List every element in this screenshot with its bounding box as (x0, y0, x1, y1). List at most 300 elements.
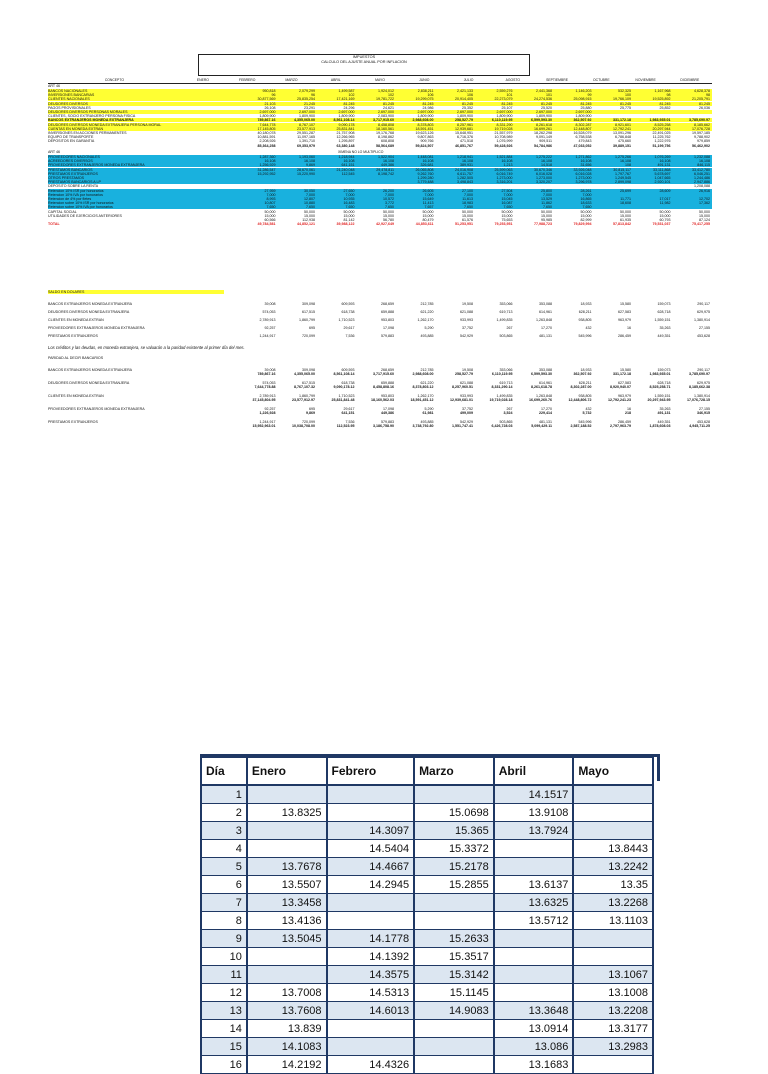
cell-value: 1,287,360 (259, 155, 276, 159)
cell-value: 10,708,989 (494, 135, 513, 140)
cell-value: 85,364,258 (257, 143, 276, 148)
cell-value: 7,650 (385, 205, 394, 210)
cell-value: 503,865 (499, 420, 513, 424)
cell-value: 290,117 (697, 368, 710, 372)
rate-cell: 13.5507 (247, 876, 327, 894)
sheet-row-total (48, 385, 712, 389)
cell-value: 16,108 (304, 159, 315, 164)
cell-value: 7,650 (306, 205, 315, 210)
cell-value: 1,499,587 (338, 89, 355, 93)
rate-cell (327, 804, 415, 822)
cell-value: 11,225,762 (652, 135, 671, 140)
cell-value: 17,270 (541, 407, 552, 411)
row-label (48, 385, 238, 389)
cell-value: 7,536 (345, 334, 355, 338)
cell-value: 8,458,808 (378, 122, 394, 127)
cell-value: 621,088 (460, 381, 473, 385)
rates-row (201, 1002, 653, 1020)
cell-value: 11,862 (541, 201, 552, 206)
cell-total: 10,038,708.00 (292, 424, 315, 429)
cell-total: 12,792,241.23 (608, 398, 631, 403)
cell-value: 26,065,808 (415, 167, 434, 172)
cell-value: 7,650 (543, 205, 552, 210)
rates-row (201, 822, 653, 840)
cell-value: 3,785,690.97 (689, 118, 710, 123)
cell-value: 7,536 (345, 420, 355, 424)
row-label: Retencion sobre 10% IVA por honorarios (48, 205, 113, 210)
cell-total: 8,458,808.16 (373, 385, 394, 390)
cell-value: 47,033,052 (573, 143, 592, 148)
cell-value: 25,775 (620, 105, 631, 110)
rate-cell: 15.2178 (414, 858, 494, 876)
rates-body (201, 785, 653, 1074)
rate-cell (247, 966, 327, 984)
cell-value: 16,108 (541, 159, 552, 164)
cell-total: 1,226,928 (259, 411, 276, 416)
cell-value: 16,108 (699, 159, 710, 164)
cell-total: 61,981 (422, 411, 434, 416)
cell-value: 453,628 (697, 420, 710, 424)
rates-header-row (201, 757, 653, 785)
cell-value: 1,809,900 (259, 114, 276, 119)
cell-total: 37,145,804.95 (252, 398, 276, 403)
cell-value: 909,766 (420, 139, 434, 144)
cell-value: 7,650 (464, 205, 473, 210)
cell-value: 1,522,904 (378, 155, 394, 159)
cell-value: 12,807 (304, 197, 315, 201)
row-label: PRESTAMOS EXTRANJEROS (48, 334, 98, 338)
row-label: CUENTAS EN MONEDA EXTRAN (48, 126, 104, 131)
cell-value: 50,000 (620, 209, 631, 214)
cell-value: 6,716,376 (457, 135, 473, 140)
rate-cell: 14.4667 (327, 858, 415, 876)
sheet-row (48, 318, 712, 322)
sheet-row (48, 334, 712, 338)
cell-value: 44,852,121 (297, 222, 315, 227)
cell-value: 1,809,900 (536, 114, 552, 119)
cell-value: 629,975 (697, 310, 710, 314)
cell-value: 608,808 (381, 139, 394, 144)
cell-total: 8,767,107.32 (294, 385, 315, 390)
cell-value: 8,261,618 (536, 122, 552, 127)
cell-value: 19,719,028 (494, 126, 513, 131)
cell-value: 25,835,254 (297, 97, 315, 102)
cell-value: 11,771 (620, 197, 631, 201)
rate-cell: 13.2268 (573, 894, 653, 912)
cell-total: 17,076,728.15 (687, 398, 710, 403)
cell-value: 56,462,902 (692, 143, 710, 148)
cell-value: 21,245 (304, 101, 315, 106)
rate-cell: 14.1392 (327, 948, 415, 966)
cell-value: 16,108 (383, 159, 394, 164)
cell-value: 432 (585, 326, 592, 330)
cell-total: 3,785,690.97 (689, 372, 710, 377)
cell-value: 11,982 (659, 201, 671, 206)
cell-value: 1,521,884 (496, 155, 513, 159)
cell-value: 46,851,767 (455, 143, 473, 148)
rate-cell (414, 912, 494, 930)
cell-value: 81,245 (422, 101, 434, 106)
cell-value: 2,789,913 (259, 318, 276, 322)
rate-cell: 13.5045 (247, 930, 327, 948)
cell-value: 1,860,799 (299, 318, 315, 322)
rate-cell: 15.3142 (414, 966, 494, 984)
rate-cell: 13.1683 (494, 1056, 574, 1074)
cell-value: 15,648,951 (455, 131, 473, 135)
day-cell: 7 (201, 894, 247, 912)
cell-value: 3,320,207 (536, 180, 552, 185)
cell-value: 15,000 (541, 213, 552, 218)
cell-value: 268,659 (381, 368, 394, 372)
cell-value: 7,000 (543, 192, 552, 197)
cell-value: 9,090,178 (338, 122, 355, 127)
rate-cell: 13.1103 (573, 912, 653, 930)
cell-value: 481,131 (539, 420, 552, 424)
cell-total: 5,732 (582, 411, 592, 416)
cell-value: 2,697,000 (259, 110, 276, 114)
cell-total: 8,525,258.71 (649, 385, 671, 390)
cell-value: 1,244,917 (259, 420, 276, 424)
cell-total: 15,952,963.01 (252, 424, 276, 429)
rate-cell: 13.35 (573, 876, 653, 894)
cell-value: 5,290 (424, 326, 434, 330)
day-cell: 1 (201, 785, 247, 804)
cell-value: 31,656 (580, 163, 592, 168)
cell-value: 6,046,251 (694, 171, 710, 176)
cell-value: 25,599,063 (494, 167, 513, 172)
cell-value: 30,877,569 (257, 97, 276, 102)
cell-value: 609,593 (341, 368, 355, 372)
cell-value: 1,273,000 (536, 176, 552, 180)
cell-value: 92,257 (264, 407, 276, 411)
cell-value: 8,993 (266, 197, 276, 201)
cell-value: 18,983 (462, 201, 473, 206)
row-label: PRESTAMOS EXTRANJEROS (48, 420, 98, 424)
cell-value: 16,865 (580, 197, 592, 201)
row-label: Retencion de 4% por fletes (48, 197, 92, 201)
cell-total: 449,386 (381, 411, 394, 416)
cell-value: 1,273,000 (496, 176, 513, 180)
cell-value: 16,699,261 (534, 126, 552, 131)
cell-value: 81,245 (659, 101, 671, 106)
row-label: BANCOS EXTRANJEROS MONEDA EXTRANJERA (48, 118, 134, 123)
rates-row (201, 984, 653, 1002)
cell-value: 789,867.16 (257, 118, 276, 123)
rate-cell: 13.3177 (573, 1020, 653, 1038)
cell-value: 29,617 (343, 407, 355, 411)
cell-value: 7,650 (582, 205, 592, 210)
cell-value: 5,678,697 (654, 171, 671, 176)
cell-value: 720,099 (302, 334, 315, 338)
cell-value: 81,245 (541, 101, 552, 106)
cell-value: 2,079,299 (299, 89, 315, 93)
rate-cell: 14.6013 (327, 1002, 415, 1020)
cell-total: 2,587,188.52 (570, 424, 592, 429)
cell-value: 18,591,451 (415, 126, 434, 131)
cell-value: 20,914,405 (455, 97, 473, 102)
cell-value: 545,996 (578, 420, 592, 424)
cell-value: 963,979 (618, 318, 631, 322)
cell-value: 25,852 (659, 105, 671, 110)
cell-value: 60,793 (659, 218, 671, 222)
cell-value: 362,507.92 (573, 118, 592, 123)
cell-value: 1,256,929 (259, 163, 276, 168)
column-header: JUNIO (419, 78, 430, 82)
sheet-row-total (48, 398, 712, 402)
cell-value: 42,927,649 (376, 222, 394, 227)
rate-cell: 14.1083 (247, 1038, 327, 1056)
cell-value: 953,803 (381, 318, 394, 322)
cell-value: 16,108 (501, 159, 513, 164)
cell-value: 18,160,561 (376, 126, 394, 131)
cell-value: 101 (506, 93, 513, 98)
cell-value: 16,108 (580, 159, 592, 164)
cell-value: 50,000 (462, 209, 473, 214)
cell-value: 18,633 (580, 201, 592, 206)
cell-value: 6,016,028 (536, 171, 552, 176)
cell-value: 22,273,079 (494, 97, 513, 102)
cell-value: 33,111,868 (653, 167, 671, 172)
rate-cell: 14.2192 (247, 1056, 327, 1074)
cell-value: 31,286,547 (257, 167, 276, 172)
cell-value: 6,599,593.30 (531, 118, 552, 123)
rates-row (201, 785, 653, 804)
cell-value: 10,572 (383, 197, 394, 201)
rate-cell: 13.4136 (247, 912, 327, 930)
rate-cell (573, 1056, 653, 1074)
cell-value: 63,380,148 (336, 143, 355, 148)
day-cell: 14 (201, 1020, 247, 1038)
cell-value: 50,000 (383, 209, 394, 214)
cell-value: 15,000 (659, 213, 671, 218)
cell-value: 15,000 (462, 213, 473, 218)
cell-value: 27,504 (501, 188, 513, 193)
cell-value: 1,809,900 (457, 114, 473, 119)
rate-cell (414, 1038, 494, 1056)
cell-value: 19,176,768 (376, 131, 394, 135)
rates-row (201, 858, 653, 876)
cell-value: 1,282,505 (457, 176, 473, 180)
cell-value: 1,263,848 (536, 318, 552, 322)
cell-value: 2,988,608.00 (412, 118, 434, 123)
cell-value: 27,155 (699, 407, 710, 411)
cell-value: 1,047,665 (654, 176, 671, 180)
cell-value: 49,784,581 (257, 222, 276, 227)
cell-value: 695 (309, 326, 315, 330)
cell-value: 9,091,149 (536, 135, 552, 140)
cell-value: 7,644,778 (259, 122, 276, 127)
rate-cell: 13.9108 (494, 804, 574, 822)
sheet-row (48, 310, 712, 314)
cell-value: 15,292,952 (257, 171, 276, 176)
cell-value: 28,261 (580, 188, 592, 193)
cell-value: 39,008 (264, 302, 276, 306)
cell-value: 1,218,941 (457, 155, 473, 159)
cell-value: 25,800 (541, 188, 552, 193)
cell-value: 15,000 (501, 213, 513, 218)
sheet-row-total (48, 411, 712, 415)
cell-value: 15,000 (422, 213, 434, 218)
row-label: PROVEEDORES EXTRANJEROS MONEDA EXTRANJERA (48, 407, 145, 411)
rate-cell (573, 930, 653, 948)
cell-value: 106 (427, 93, 434, 98)
row-label: CLIENTES NACIONALES (48, 97, 90, 102)
cell-value: 1,499,835 (496, 394, 513, 398)
rate-cell: 13.839 (247, 1020, 327, 1038)
cell-total: 18,591,451.12 (410, 398, 434, 403)
cell-value: 331,172.18 (613, 118, 631, 123)
cell-value: 7,000 (306, 192, 315, 197)
cell-total: 112,523.95 (336, 424, 355, 429)
cell-value: 3,296,978 (575, 180, 592, 185)
cell-value: 909,511 (539, 139, 552, 144)
cell-value: 2,697,000 (536, 110, 552, 114)
cell-value: 659,888 (381, 310, 394, 314)
cell-value: 100 (625, 93, 631, 98)
cell-value: 12,702 (699, 197, 710, 201)
cell-value: 8,525,258 (654, 122, 671, 127)
cell-value: 619,713 (499, 381, 513, 385)
sheet-title-box (198, 54, 530, 76)
sheet-row (48, 326, 712, 330)
cell-value: 6,110,119.95 (491, 118, 513, 123)
cell-value: 8,378,803 (417, 122, 434, 127)
cell-value: 1,244,917 (259, 334, 276, 338)
row-label: DEUDORES DIVERSOS (48, 101, 88, 106)
cell-value: 16 (627, 407, 631, 411)
cell-value: 933,993 (460, 394, 473, 398)
cell-value: 39,889,151 (613, 143, 631, 148)
cell-value: 8,331,290 (496, 122, 513, 127)
cell-value: 26,916 (699, 188, 710, 193)
cell-value: 11,413 (422, 201, 434, 206)
cell-value: 15,000 (343, 213, 355, 218)
cell-value: 15,000 (699, 213, 710, 218)
rate-cell: 13.6325 (494, 894, 574, 912)
rate-cell (247, 840, 327, 858)
cell-value: 1,271,862 (575, 155, 592, 159)
cell-value: 33,926,048 (573, 167, 592, 172)
cell-value: 6,611,757 (457, 171, 473, 176)
cell-value: 2,208,926 (259, 139, 276, 144)
paridad-label: PARIDAD AL DECIR BANCARIOS (48, 356, 104, 360)
cell-value: 267 (506, 407, 513, 411)
rates-row (201, 876, 653, 894)
column-header: JULIO (463, 78, 474, 82)
rate-cell (573, 822, 653, 840)
row-label: OTROS PRESTAMOS (48, 176, 85, 180)
cell-value: 2,697,000 (575, 110, 592, 114)
row-label: DEUDORES DIVERSOS PERSONAS MORALES (48, 110, 128, 114)
cell-value: 35,263 (659, 407, 671, 411)
cell-value: 8,302,287 (575, 122, 592, 127)
cell-value: 659,888 (381, 381, 394, 385)
cell-value: 618,738 (341, 310, 355, 314)
cell-value: 979,859 (697, 139, 710, 144)
day-cell: 4 (201, 840, 247, 858)
rate-cell: 13.3648 (494, 1002, 574, 1020)
cell-value: 16,087 (501, 201, 513, 206)
cell-value: 21,240,048 (336, 167, 355, 172)
cell-value: 532,325 (618, 89, 631, 93)
cell-value: 56,780 (383, 218, 394, 222)
cell-value: 22,491,025 (652, 131, 671, 135)
cell-value: 159,073 (657, 368, 671, 372)
cell-value: 24,296 (343, 105, 355, 110)
cell-value: 1,076,999 (496, 139, 513, 144)
row-label: PRESTAMOS BANCARIOS A LP (48, 180, 101, 185)
cell-value: 25,699 (620, 188, 631, 193)
cell-total: 6,599,593.30 (531, 372, 552, 377)
cell-total: 9,869 (306, 411, 315, 416)
cell-value: 846,115 (697, 163, 710, 168)
rate-cell: 13.7608 (247, 1002, 327, 1020)
rate-cell: 13.086 (494, 1038, 574, 1056)
cell-value: 9,869 (306, 163, 315, 168)
cell-total: 8,378,803.12 (412, 385, 434, 390)
cell-value: 30,815,117 (613, 167, 631, 172)
cell-value: 6,758,538 (575, 135, 592, 140)
rates-row (201, 948, 653, 966)
rate-cell: 14.3575 (327, 966, 415, 984)
cell-value: 79,253,951 (494, 222, 513, 227)
cell-value: 61,576 (462, 218, 473, 222)
cell-value: 15,045 (501, 197, 513, 201)
row-label: PAGOS PROVISIONALES (48, 105, 91, 110)
day-cell: 6 (201, 876, 247, 894)
row-label: PROVEEDORES EXTRANJEROS MONEDA EXTRANJERA (48, 163, 145, 168)
cell-value: 479,843 (578, 139, 592, 144)
row-label: INVERSIONES EN ACCIONES PERMANENTES (48, 131, 127, 135)
cell-value: 59,824,507 (415, 143, 434, 148)
cell-value: 1,809,900 (496, 114, 513, 119)
rates-row (201, 912, 653, 930)
cell-value: 7,000 (424, 192, 434, 197)
rate-cell: 15.1145 (414, 984, 494, 1002)
cell-value: 614,961 (539, 310, 552, 314)
cell-value: 938,805 (578, 394, 592, 398)
cell-value: 81,245 (462, 101, 473, 106)
sheet-row (48, 222, 712, 226)
day-cell: 16 (201, 1056, 247, 1074)
cell-value: 21,757,908 (336, 131, 355, 135)
rate-cell (414, 1056, 494, 1074)
day-cell: 10 (201, 948, 247, 966)
cell-value: 19,508 (462, 368, 473, 372)
cell-value: 8,198,742 (378, 171, 394, 176)
rate-cell: 15.365 (414, 822, 494, 840)
cell-total: 12,939,681.01 (450, 398, 473, 403)
cell-value: 933,993 (460, 318, 473, 322)
cell-value: 39,988,122 (336, 222, 355, 227)
cell-value: 35,263 (659, 326, 671, 330)
cell-value: 628,211 (578, 381, 592, 385)
cell-total: 20,297,943.95 (647, 398, 671, 403)
cell-total: 23,577,912.97 (292, 398, 315, 403)
row-label: CLIENTES, SOCIO EXTRANJERO PERSONA FISICA (48, 114, 136, 119)
cell-value: 81,245 (343, 101, 355, 106)
cell-value: 212,785 (420, 368, 434, 372)
cell-value: 7,000 (503, 192, 513, 197)
cell-total: 218 (625, 411, 631, 416)
cell-total: 19,719,028.18 (489, 398, 513, 403)
cell-value: 1,983,935.01 (649, 118, 671, 123)
cell-total: 3,186,758.90 (373, 424, 394, 429)
rate-cell (494, 984, 574, 1002)
rates-row (201, 840, 653, 858)
rate-cell (494, 840, 574, 858)
valuation-note: Los créditos y las deudas, en moneda extranjera, se valuarán a la paridad existente al primer día del mes. (48, 345, 245, 350)
